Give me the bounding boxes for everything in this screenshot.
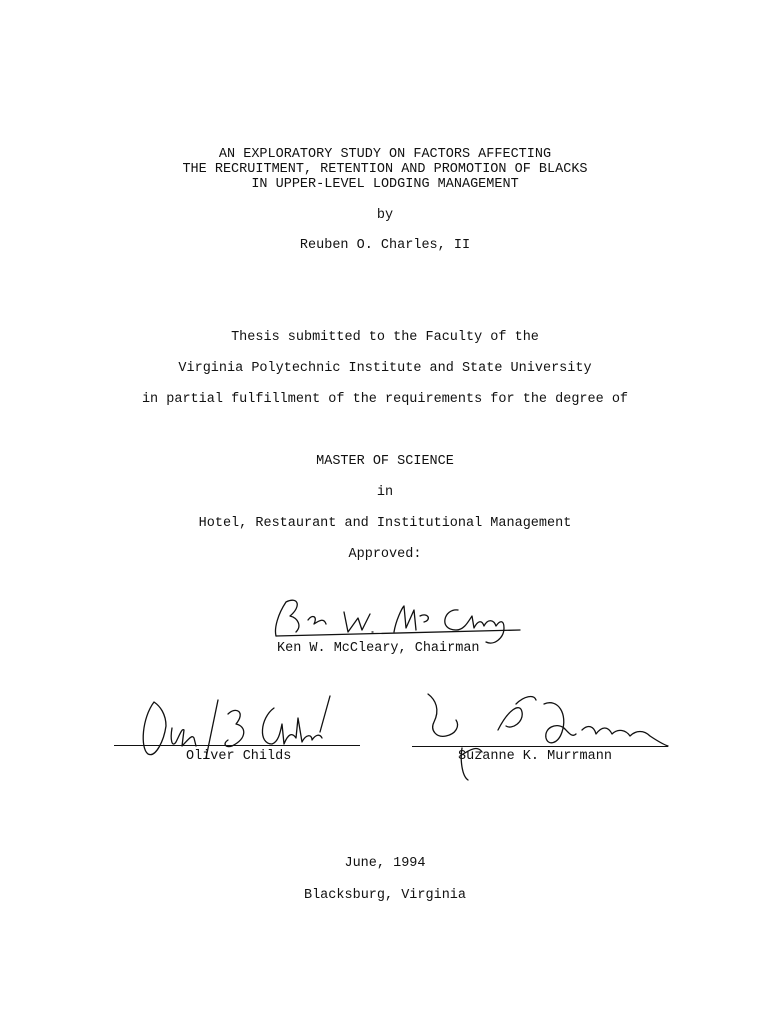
approved-label: Approved: xyxy=(348,547,422,562)
thesis-title-line-2: THE RECRUITMENT, RETENTION AND PROMOTION OF BLACKS xyxy=(182,162,588,177)
submission-date: June, 1994 xyxy=(344,856,426,871)
degree-name: MASTER OF SCIENCE xyxy=(316,454,454,469)
submission-line-2: Virginia Polytechnic Institute and State University xyxy=(178,361,592,376)
thesis-title-line-3: IN UPPER-LEVEL LODGING MANAGEMENT xyxy=(251,177,519,192)
submission-line-1: Thesis submitted to the Faculty of the xyxy=(231,330,539,345)
field-of-study: Hotel, Restaurant and Institutional Management xyxy=(198,516,572,531)
right-signature-rule xyxy=(412,746,668,747)
left-signatory-name: Oliver Childs xyxy=(186,749,292,764)
by-label: by xyxy=(376,208,394,223)
in-label: in xyxy=(376,485,394,500)
submission-place: Blacksburg, Virginia xyxy=(303,888,467,903)
right-signature xyxy=(412,686,672,796)
thesis-title-line-1: AN EXPLORATORY STUDY ON FACTORS AFFECTING xyxy=(218,147,552,162)
submission-line-3: in partial fulfillment of the requirements for the degree of xyxy=(141,392,629,407)
left-signature-rule xyxy=(114,745,360,746)
author-name: Reuben O. Charles, II xyxy=(299,238,471,253)
right-signatory-name: Suzanne K. Murrmann xyxy=(458,749,612,764)
chair-name: Ken W. McCleary, Chairman xyxy=(277,641,480,656)
